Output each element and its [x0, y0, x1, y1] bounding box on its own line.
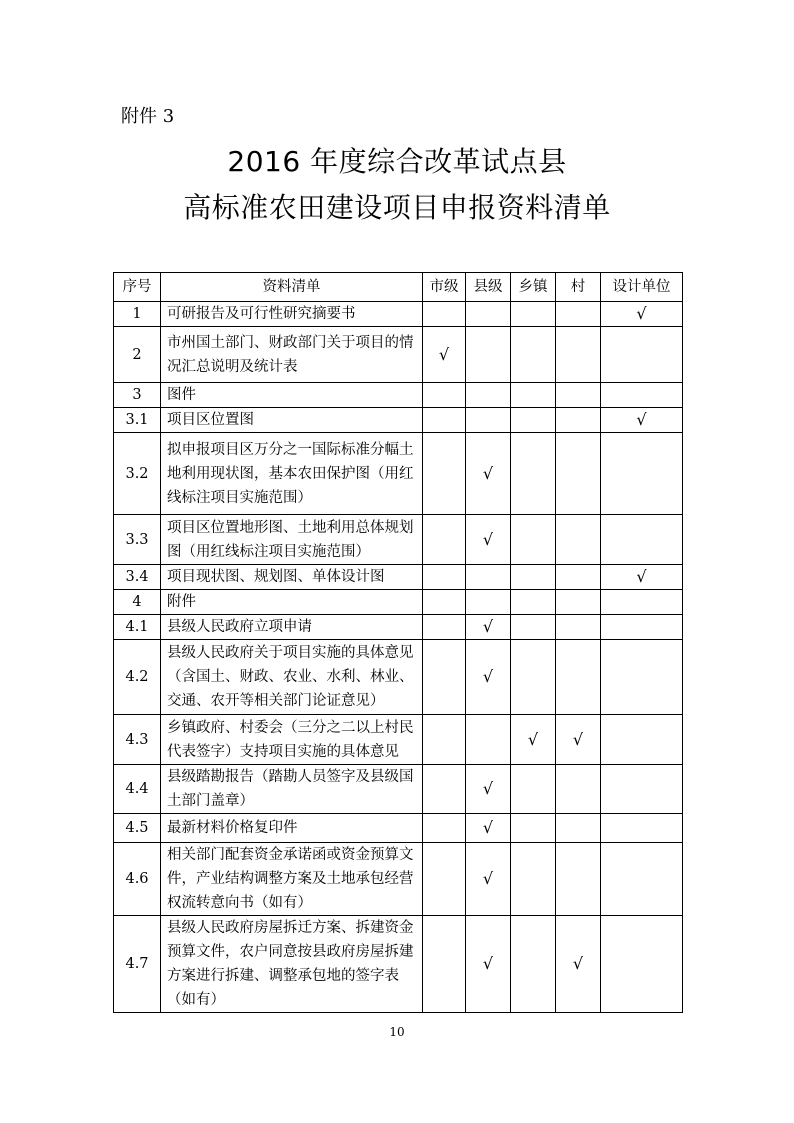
row-town-mark — [511, 765, 556, 814]
table-row — [114, 383, 683, 408]
row-town-mark — [511, 383, 556, 408]
row-city-mark — [423, 302, 466, 327]
row-item: 可研报告及可行性研究摘要书 — [161, 302, 423, 327]
row-town-mark — [511, 327, 556, 383]
row-city-mark — [423, 715, 466, 765]
row-town-mark — [511, 843, 556, 916]
table-header-row — [114, 273, 683, 302]
row-town-mark — [511, 640, 556, 715]
table-row — [114, 302, 683, 327]
row-number: 1 — [114, 302, 161, 327]
header-county: 县级 — [466, 273, 511, 302]
row-town-mark: √ — [511, 715, 556, 765]
row-designer-mark — [601, 814, 683, 843]
header-designer: 设计单位 — [601, 273, 683, 302]
row-county-mark — [466, 302, 511, 327]
row-item: 县级人民政府房屋拆迁方案、拆建资金预算文件，农户同意按县政府房屋拆建方案进行拆建、调整承包地的签字表（如有） — [161, 916, 423, 1013]
row-number: 4.7 — [114, 916, 161, 1013]
row-city-mark — [423, 383, 466, 408]
row-county-mark: √ — [466, 843, 511, 916]
row-designer-mark — [601, 383, 683, 408]
row-number: 3 — [114, 383, 161, 408]
row-item: 项目现状图、规划图、单体设计图 — [161, 565, 423, 590]
row-city-mark — [423, 408, 466, 433]
row-designer-mark — [601, 327, 683, 383]
row-designer-mark: √ — [601, 408, 683, 433]
row-designer-mark: √ — [601, 302, 683, 327]
row-village-mark — [556, 590, 601, 615]
row-town-mark — [511, 615, 556, 640]
row-county-mark: √ — [466, 916, 511, 1013]
row-designer-mark — [601, 843, 683, 916]
row-city-mark — [423, 433, 466, 515]
row-item: 图件 — [161, 383, 423, 408]
row-village-mark — [556, 843, 601, 916]
page-number: 10 — [389, 1025, 405, 1039]
row-town-mark — [511, 814, 556, 843]
row-designer-mark — [601, 640, 683, 715]
row-item: 最新材料价格复印件 — [161, 814, 423, 843]
row-item: 拟申报项目区万分之一国际标准分幅土地利用现状图，基本农田保护图（用红线标注项目实施范围） — [161, 433, 423, 515]
page-title-line-1: 2016 年度综合改革试点县 — [227, 145, 567, 178]
row-county-mark — [466, 327, 511, 383]
row-city-mark — [423, 615, 466, 640]
row-city-mark — [423, 640, 466, 715]
row-number: 4.6 — [114, 843, 161, 916]
row-designer-mark — [601, 433, 683, 515]
row-county-mark — [466, 383, 511, 408]
table-row — [114, 515, 683, 565]
row-village-mark — [556, 515, 601, 565]
row-village-mark — [556, 640, 601, 715]
row-county-mark: √ — [466, 515, 511, 565]
row-village-mark — [556, 302, 601, 327]
row-item: 项目区位置图 — [161, 408, 423, 433]
row-designer-mark — [601, 615, 683, 640]
row-county-mark — [466, 715, 511, 765]
row-village-mark — [556, 408, 601, 433]
page-title-line-2: 高标准农田建设项目申报资料清单 — [183, 191, 611, 224]
row-number: 3.4 — [114, 565, 161, 590]
row-town-mark — [511, 565, 556, 590]
row-village-mark — [556, 327, 601, 383]
row-village-mark — [556, 383, 601, 408]
row-item: 县级人民政府关于项目实施的具体意见（含国土、财政、农业、水利、林业、交通、农开等相关部门论证意见） — [161, 640, 423, 715]
row-county-mark — [466, 565, 511, 590]
row-village-mark — [556, 765, 601, 814]
row-number: 4.5 — [114, 814, 161, 843]
row-town-mark — [511, 916, 556, 1013]
row-number: 2 — [114, 327, 161, 383]
header-no: 序号 — [114, 273, 161, 302]
table-row — [114, 916, 683, 1013]
row-designer-mark: √ — [601, 565, 683, 590]
row-item: 项目区位置地形图、土地利用总体规划图（用红线标注项目实施范围） — [161, 515, 423, 565]
header-town: 乡镇 — [511, 273, 556, 302]
row-city-mark — [423, 565, 466, 590]
row-village-mark — [556, 433, 601, 515]
row-town-mark — [511, 433, 556, 515]
header-item: 资料清单 — [161, 273, 423, 302]
row-item: 县级踏勘报告（踏勘人员签字及县级国土部门盖章） — [161, 765, 423, 814]
row-item: 县级人民政府立项申请 — [161, 615, 423, 640]
annex-label: 附件 3 — [121, 106, 175, 127]
table-row — [114, 715, 683, 765]
row-village-mark — [556, 565, 601, 590]
row-number: 3.1 — [114, 408, 161, 433]
table-row — [114, 843, 683, 916]
row-town-mark — [511, 408, 556, 433]
row-county-mark — [466, 590, 511, 615]
table-row — [114, 814, 683, 843]
row-number: 4.4 — [114, 765, 161, 814]
row-number: 4.3 — [114, 715, 161, 765]
header-village: 村 — [556, 273, 601, 302]
row-village-mark: √ — [556, 715, 601, 765]
table-row — [114, 433, 683, 515]
row-county-mark: √ — [466, 433, 511, 515]
row-city-mark — [423, 765, 466, 814]
row-village-mark: √ — [556, 916, 601, 1013]
row-county-mark: √ — [466, 615, 511, 640]
row-city-mark — [423, 515, 466, 565]
table-row — [114, 408, 683, 433]
row-number: 3.3 — [114, 515, 161, 565]
row-city-mark — [423, 843, 466, 916]
table-row — [114, 765, 683, 814]
row-designer-mark — [601, 765, 683, 814]
row-county-mark: √ — [466, 765, 511, 814]
row-item: 市州国土部门、财政部门关于项目的情况汇总说明及统计表 — [161, 327, 423, 383]
row-number: 4.2 — [114, 640, 161, 715]
row-county-mark: √ — [466, 814, 511, 843]
row-village-mark — [556, 615, 601, 640]
table-row — [114, 565, 683, 590]
row-designer-mark — [601, 916, 683, 1013]
row-city-mark: √ — [423, 327, 466, 383]
materials-table — [113, 272, 683, 1013]
row-town-mark — [511, 302, 556, 327]
row-county-mark: √ — [466, 640, 511, 715]
row-number: 4 — [114, 590, 161, 615]
row-city-mark — [423, 916, 466, 1013]
row-city-mark — [423, 590, 466, 615]
row-designer-mark — [601, 590, 683, 615]
row-county-mark — [466, 408, 511, 433]
row-town-mark — [511, 515, 556, 565]
row-number: 4.1 — [114, 615, 161, 640]
row-designer-mark — [601, 715, 683, 765]
row-village-mark — [556, 814, 601, 843]
table-row — [114, 590, 683, 615]
table-row — [114, 640, 683, 715]
row-item: 附件 — [161, 590, 423, 615]
row-number: 3.2 — [114, 433, 161, 515]
row-city-mark — [423, 814, 466, 843]
table-row — [114, 615, 683, 640]
row-town-mark — [511, 590, 556, 615]
table-row — [114, 327, 683, 383]
row-item: 乡镇政府、村委会（三分之二以上村民代表签字）支持项目实施的具体意见 — [161, 715, 423, 765]
row-item: 相关部门配套资金承诺函或资金预算文件，产业结构调整方案及土地承包经营权流转意向书（如有） — [161, 843, 423, 916]
header-city: 市级 — [423, 273, 466, 302]
row-designer-mark — [601, 515, 683, 565]
